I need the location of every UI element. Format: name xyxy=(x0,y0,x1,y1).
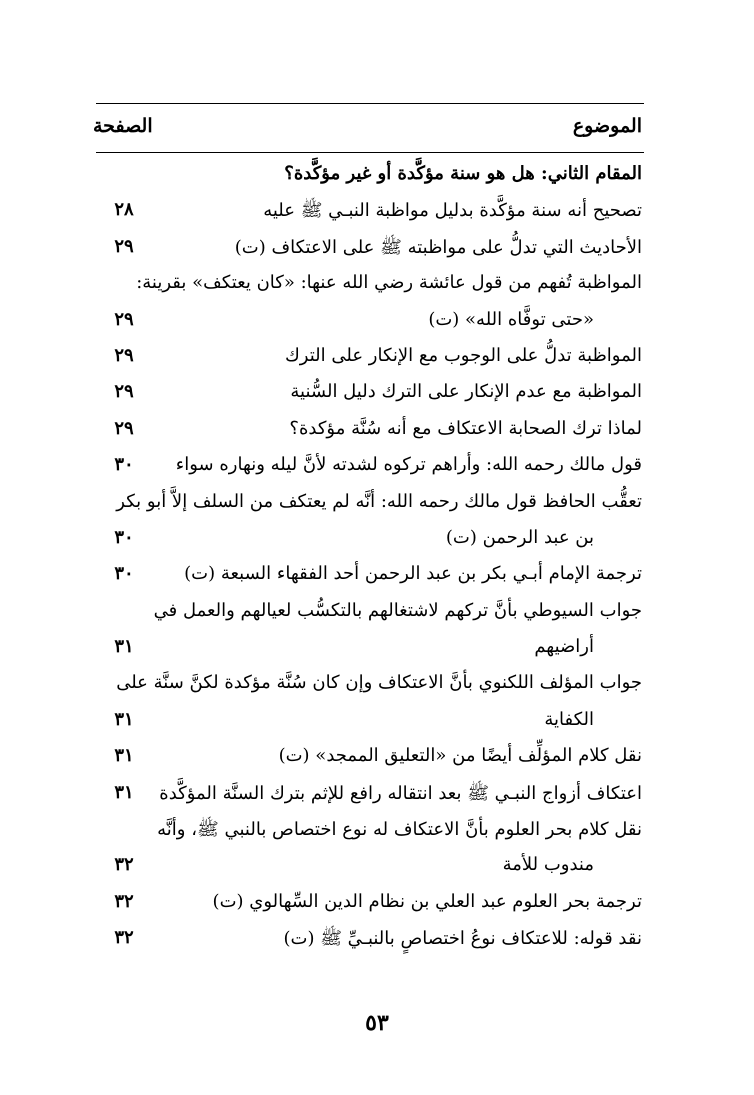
entry-text: المواظبة مع عدم الإنكار على الترك دليل السُّنية xyxy=(290,381,642,403)
index-row xyxy=(0,923,754,959)
index-row xyxy=(0,778,754,814)
entry-page-number: ٢٩ xyxy=(114,417,134,439)
index-row xyxy=(0,232,754,268)
entry-text: ترجمة بحر العلوم عبد العلي بن نظام الدين السِّهالوي (ت) xyxy=(212,890,642,912)
entry-text: لماذا ترك الصحابة الاعتكاف مع أنه سُنَّة مؤكدة؟ xyxy=(289,417,642,439)
index-row xyxy=(0,850,754,886)
entry-text: نقد قوله: للاعتكاف نوعُ اختصاصٍ بالنبـيِّ ﷺ (ت) xyxy=(283,928,642,950)
index-row xyxy=(0,887,754,923)
entry-page-number: ٣٠ xyxy=(114,454,134,476)
entry-page-number: ٢٩ xyxy=(114,381,134,403)
entry-page-number: ٣٢ xyxy=(114,890,134,912)
entry-page-number: ٣١ xyxy=(114,636,134,658)
index-row xyxy=(0,559,754,595)
entry-text: «حتى توفَّاه الله» (ت) xyxy=(428,308,594,330)
entry-text: اعتكاف أزواج النبـي ﷺ بعد انتقاله رافع للإثم بترك السنَّة المؤكَّدة xyxy=(159,782,642,804)
entry-text: مندوب للأمة xyxy=(502,854,594,876)
index-row xyxy=(0,195,754,231)
entry-page-number: ٣٠ xyxy=(114,526,134,548)
entry-text: المواظبة تُفهم من قول عائشة رضي الله عنها: «كان يعتكف» بقرينة: xyxy=(136,272,642,294)
entry-text: الأحاديث التي تدلُّ على مواظبته ﷺ على الاعتكاف (ت) xyxy=(234,236,642,258)
index-row xyxy=(0,305,754,341)
header-rule xyxy=(96,152,644,153)
entry-text: نقل كلام بحر العلوم بأنَّ الاعتكاف له نوع اختصاص بالنبي ﷺ، وأنَّه xyxy=(157,819,642,841)
entry-text: قول مالك رحمه الله: وأراهم تركوه لشدته لأنَّ ليله ونهاره سواء xyxy=(175,454,642,476)
index-entries xyxy=(0,159,754,960)
entry-text: تعقُّب الحافظ قول مالك رحمه الله: أنَّه لم يعتكف من السلف إلاَّ أبو بكر xyxy=(116,490,642,512)
entry-page-number: ٢٨ xyxy=(114,199,134,221)
index-row xyxy=(0,159,754,195)
entry-page-number: ٣١ xyxy=(114,781,134,803)
entry-text: جواب المؤلف اللكنوي بأنَّ الاعتكاف وإن كان سُنَّة مؤكدة لكنَّ سنَّة على xyxy=(116,672,642,694)
index-row xyxy=(0,377,754,413)
index-row xyxy=(0,268,754,304)
index-row xyxy=(0,487,754,523)
index-row xyxy=(0,414,754,450)
entry-text: أراضيهم xyxy=(534,636,594,658)
entry-page-number: ٣١ xyxy=(114,745,134,767)
topic-column-header: الموضوع xyxy=(572,115,642,137)
index-row xyxy=(0,523,754,559)
index-row xyxy=(0,668,754,704)
index-row xyxy=(0,341,754,377)
entry-text: جواب السيوطي بأنَّ تركهم لاشتغالهم بالتكسُّب لعيالهم والعمل في xyxy=(153,599,642,621)
index-row xyxy=(0,741,754,777)
top-rule xyxy=(96,103,644,104)
entry-page-number: ٢٩ xyxy=(114,235,134,257)
page-column-header: الصفحة xyxy=(93,115,153,137)
entry-page-number: ٢٩ xyxy=(114,344,134,366)
entry-page-number: ٢٩ xyxy=(114,308,134,330)
page-number: ٥٣ xyxy=(365,1010,389,1036)
index-row xyxy=(0,596,754,632)
index-row xyxy=(0,705,754,741)
entry-text: تصحيح أنه سنة مؤكَّدة بدليل مواظبة النبـي ﷺ عليه xyxy=(263,200,642,222)
entry-text: المقام الثاني: هل هو سنة مؤكَّدة أو غير مؤكَّدة؟ xyxy=(284,163,642,184)
index-row xyxy=(0,632,754,668)
entry-page-number: ٣٢ xyxy=(114,927,134,949)
entry-text: الكفاية xyxy=(544,708,594,730)
entry-text: المواظبة تدلُّ على الوجوب مع الإنكار على الترك xyxy=(284,344,642,366)
entry-text: نقل كلام المؤلِّف أيضًا من «التعليق الممجد» (ت) xyxy=(278,745,642,767)
entry-text: بن عبد الرحمن (ت) xyxy=(445,526,594,548)
entry-page-number: ٣٢ xyxy=(114,854,134,876)
index-row xyxy=(0,814,754,850)
entry-page-number: ٣١ xyxy=(114,708,134,730)
entry-text: ترجمة الإمام أبـي بكر بن عبد الرحمن أحد الفقهاء السبعة (ت) xyxy=(184,563,642,585)
index-row xyxy=(0,450,754,486)
entry-page-number: ٣٠ xyxy=(114,563,134,585)
